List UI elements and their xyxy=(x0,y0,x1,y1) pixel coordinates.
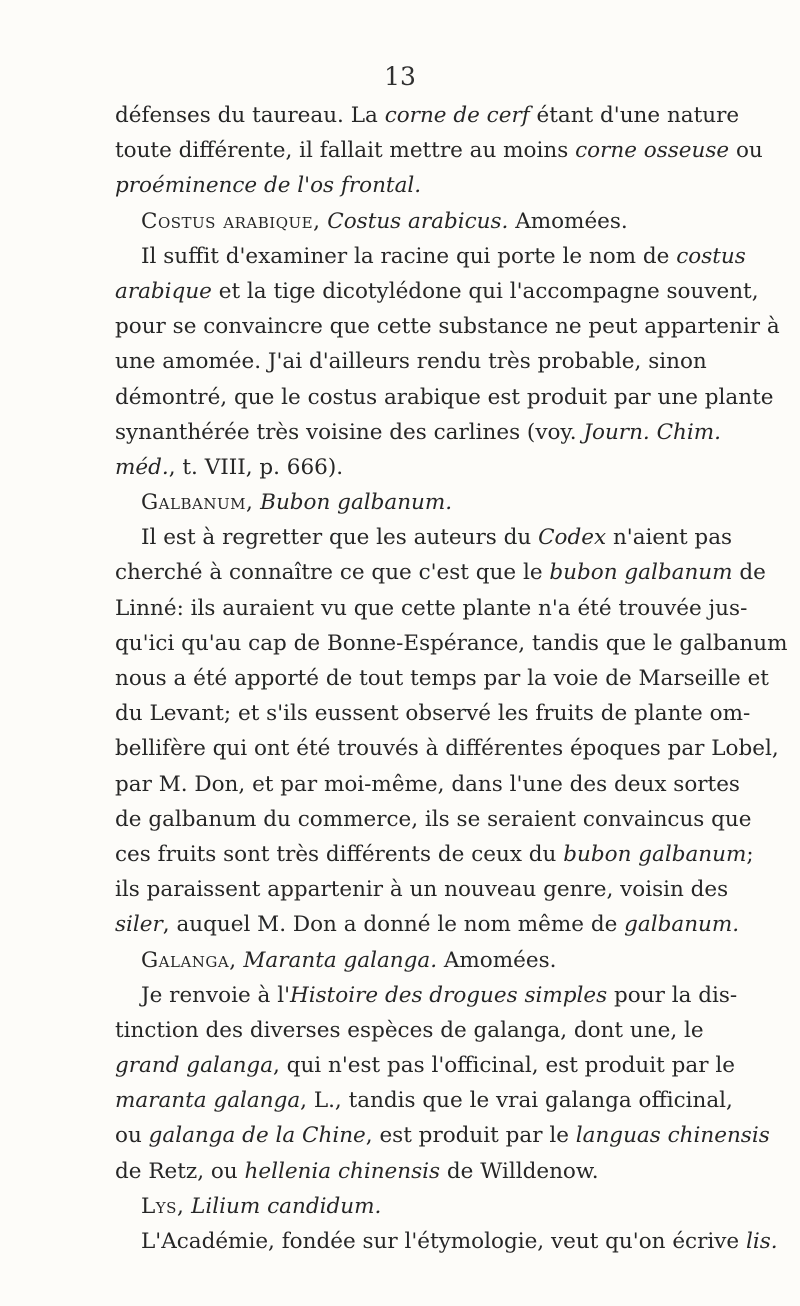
text-line: tinction des diverses espèces de galanga, dont une, le xyxy=(115,1017,704,1043)
text-line: nous a été apporté de tout temps par la voie de Marseille et xyxy=(115,666,769,691)
text-line: arabique et la tige dicotylédone qui l'accompagne souvent, xyxy=(115,278,759,304)
text-line: qu'ici qu'au cap de Bonne-Espérance, tandis que le galbanum xyxy=(115,630,788,656)
text-line: démontré, que le costus arabique est produit par une plante xyxy=(115,384,774,410)
text-line: cherché à connaître ce que c'est que le bubon galbanum de xyxy=(115,560,766,586)
entry-heading-galanga: Galanga, Maranta galanga. Amomées. xyxy=(141,947,557,973)
text-line: du Levant; et s'ils eussent observé les fruits de plante om- xyxy=(115,701,751,727)
text-line: L'Académie, fondée sur l'étymologie, veut qu'on écrive lis. xyxy=(141,1229,778,1254)
page-text xyxy=(115,98,788,1259)
text-line: ou galanga de la Chine, est produit par le languas chinensis xyxy=(115,1123,770,1149)
text-line: ces fruits sont très différents de ceux du bubon galbanum; xyxy=(115,841,754,867)
entry-heading-costus: Costus arabique, Costus arabicus. Amomées. xyxy=(141,208,628,234)
text-line: Linné: ils auraient vu que cette plante n'a été trouvée jus- xyxy=(115,595,748,621)
text-line: Je renvoie à l'Histoire des drogues simples pour la dis- xyxy=(141,982,738,1008)
text-line: méd., t. VIII, p. 666). xyxy=(115,454,344,480)
text-line: par M. Don, et par moi-même, dans l'une des deux sortes xyxy=(115,771,740,797)
text-line: bellifère qui ont été trouvés à différentes époques par Lobel, xyxy=(115,736,779,762)
text-line: pour se convaincre que cette substance ne peut appartenir à xyxy=(115,314,780,340)
text-line: grand galanga, qui n'est pas l'officinal, est produit par le xyxy=(115,1053,735,1079)
text-line: une amomée. J'ai d'ailleurs rendu très probable, sinon xyxy=(115,349,707,375)
text-line: ils paraissent appartenir à un nouveau genre, voisin des xyxy=(115,877,729,903)
text-line: Il est à regretter que les auteurs du Codex n'aient pas xyxy=(141,525,733,551)
text-line: siler, auquel M. Don a donné le nom même de galbanum. xyxy=(115,912,740,938)
text-line: Il suffit d'examiner la racine qui porte le nom de costus xyxy=(141,243,746,269)
text-line: synanthérée très voisine des carlines (voy. Journ. Chim. xyxy=(115,419,721,445)
text-line: de galbanum du commerce, ils se seraient convaincus que xyxy=(115,806,752,832)
entry-heading-galbanum: Galbanum, Bubon galbanum. xyxy=(141,490,453,516)
text-line: défenses du taureau. La corne de cerf étant d'une nature xyxy=(115,103,740,128)
entry-heading-lys: Lys, Lilium candidum. xyxy=(141,1193,382,1219)
text-line: maranta galanga, L., tandis que le vrai galanga officinal, xyxy=(115,1088,733,1114)
text-line: de Retz, ou hellenia chinensis de Willdenow. xyxy=(115,1158,599,1184)
page-number: 13 xyxy=(384,62,416,91)
text-line: toute différente, il fallait mettre au moins corne osseuse ou xyxy=(115,138,763,164)
text-line: proéminence de l'os frontal. xyxy=(115,173,422,199)
